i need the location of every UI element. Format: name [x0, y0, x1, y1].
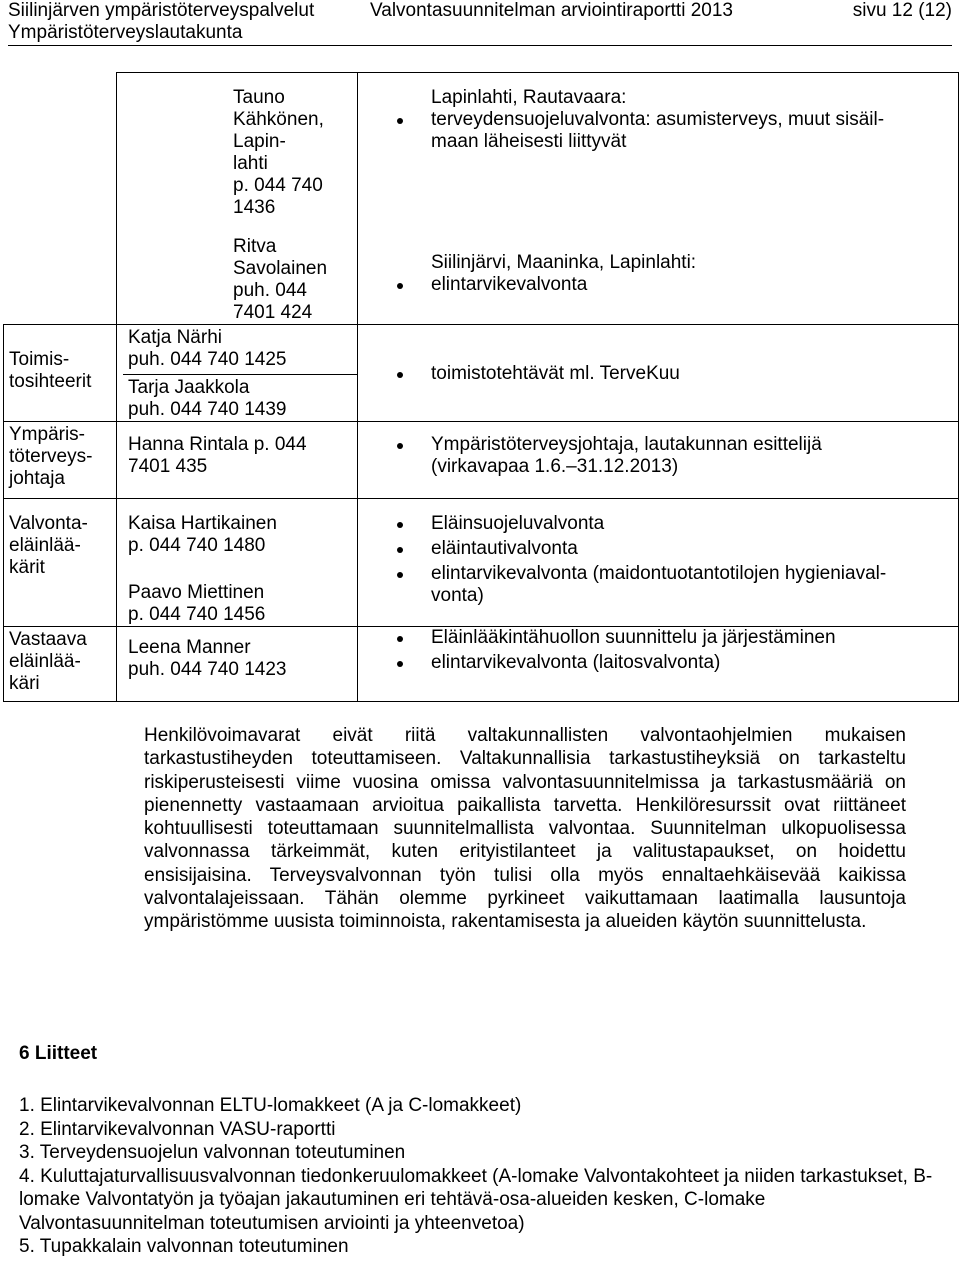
persons-cell [117, 220, 358, 325]
role-cell: Vastaava eläinlää- käri [4, 627, 117, 702]
person-phone: p. 044 740 1456 [128, 604, 266, 625]
list-item: 2. Elintarvikevalvonnan VASU-raportti [19, 1118, 336, 1140]
duties-list [363, 627, 953, 674]
table-row [4, 220, 959, 325]
duties-cell [358, 627, 959, 702]
list-item: elintarvikevalvonta [431, 274, 953, 296]
list-item: 4. Kuluttajaturvallisuusvalvonnan tiedonkeruulomakkeet (A-lomake Valvontakohteet ja niiden tarkastukset, B-lomake Valvontatyön ja työajan jakautuminen eri tehtävä-osa-alueiden kesken, C-lomake Valvontasuunnitelman toteutumisen arviointi ja yhteenvetoa) [19, 1165, 933, 1234]
body-paragraph: Henkilövoimavarat eivät riitä valtakunnallisten valvontaohjelmien mukaisen tarkastustiheyden toteuttamiseen. Valtakunnallisia tarkastustiheyksiä on tarkasteltu riskiperusteisesti viime vuosina omissa valvontasuunnitelmissa ja tarkastusmääriä on pienennetty vastaamaan arvioitua paikallista tarvetta. Henkilöresurssit ovat riittäneet kohtuullisesti toteuttamaan suunnitelmallista valvontaa. Suunnitelman ulkopuolisessa valvonnassa tärkeimmät, kuten erityistilanteet ja valitustapaukset, on hoidettu ensisijaisina. Terveysvalvonnan työn tulisi olla myös ennaltaehkäisevää kaikissa valvontalajeissaan. Tähän olemme pyrkineet vaikuttamaan laatimalla lausuntoja ympäristömme uusista toiminnoista, rakentamisesta ja alueiden käytön suunnittelusta. [144, 725, 906, 933]
bullet-icon [397, 372, 403, 378]
person-name: Hanna Rintala p. 044 [128, 434, 307, 455]
role-cell [4, 220, 117, 325]
duties-list [363, 513, 953, 607]
header-organization: Siilinjärven ympäristöterveyspalvelut [8, 0, 315, 21]
duties-cell [358, 325, 959, 422]
persons-cell [117, 627, 358, 702]
persons-cell [117, 422, 358, 499]
list-item: Eläinlääkintähuollon suunnittelu ja järjestäminen [431, 627, 953, 649]
person-phone: puh. 044 740 1425 [128, 349, 287, 370]
list-item: Eläinsuojeluvalvonta [431, 513, 953, 535]
table-row [4, 73, 959, 220]
bullet-icon [397, 443, 403, 449]
role-cell [4, 73, 117, 220]
list-item: Siilinjärvi, Maaninka, Lapinlahti: [431, 252, 697, 273]
bullet-icon [397, 522, 403, 528]
person-name: Tauno Kähkönen, Lapin- [233, 87, 324, 152]
list-item: Ympäristöterveysjohtaja, lautakunnan esittelijä (virkavapaa 1.6.–31.12.2013) [431, 434, 953, 478]
bullet-icon [397, 572, 403, 578]
header-board: Ympäristöterveyslautakunta [8, 22, 243, 43]
list-item: terveydensuojeluvalvonta: asumisterveys, muut sisäil- maan läheisesti liittyvät [431, 109, 953, 153]
list-item: elintarvikevalvonta (laitosvalvonta) [431, 652, 953, 674]
bullet-icon [397, 283, 403, 289]
person-phone: p. 044 740 1480 [128, 535, 266, 556]
bullet-icon [397, 661, 403, 667]
duties-cell [358, 499, 959, 627]
list-item: 1. Elintarvikevalvonnan ELTU-lomakkeet (A ja C-lomakkeet) [19, 1095, 522, 1116]
duties-list [363, 87, 953, 153]
duties-list [363, 363, 953, 385]
table-row [4, 325, 959, 422]
bullet-icon [397, 636, 403, 642]
person-name: Leena Manner [128, 637, 251, 658]
staff-table [3, 72, 959, 702]
header-document-title: Valvontasuunnitelman arviointiraportti 2013 [370, 0, 733, 21]
bullet-icon [397, 547, 403, 553]
table-row [4, 422, 959, 499]
person-phone: puh. 044 740 1439 [128, 399, 287, 420]
section-heading: 6 Liitteet [19, 1043, 98, 1064]
person-phone: p. 044 740 1436 [233, 175, 323, 218]
table-row [4, 499, 959, 627]
table-row [4, 627, 959, 702]
person-name: Katja Närhi [128, 327, 222, 348]
person-phone: puh. 044 740 1423 [128, 659, 287, 680]
persons-cell [117, 499, 358, 627]
role-cell: Valvonta- eläinlää- kärit [4, 499, 117, 627]
person-name: Ritva Savolainen [233, 236, 328, 279]
person-name: Tarja Jaakkola [128, 377, 250, 398]
person-name: Paavo Miettinen [128, 582, 265, 603]
list-item: Lapinlahti, Rautavaara: [431, 87, 627, 108]
list-item: toimistotehtävät ml. TerveKuu [431, 363, 953, 385]
role-cell: Ympäris- töterveys- johtaja [4, 422, 117, 499]
list-item: 3. Terveydensuojelun valvonnan toteutuminen [19, 1142, 406, 1163]
list-item: 5. Tupakkalain valvonnan toteutuminen [19, 1236, 349, 1257]
attachments-list [19, 1094, 941, 1259]
duties-cell [358, 422, 959, 499]
list-item: eläintautivalvonta [431, 538, 953, 560]
bullet-icon [397, 118, 403, 124]
person-phone: 7401 435 [128, 456, 208, 477]
duties-list [363, 434, 953, 478]
person-phone: puh. 044 7401 424 [233, 280, 313, 323]
list-item: elintarvikevalvonta (maidontuotantotilojen hygieniaval- vonta) [431, 563, 953, 607]
role-cell: Toimis- tosihteerit [4, 325, 117, 422]
duties-cell [358, 73, 959, 220]
duties-cell [358, 220, 959, 325]
person-name: Kaisa Hartikainen [128, 513, 277, 534]
header-page-number: sivu 12 (12) [852, 0, 952, 21]
duties-list [363, 252, 953, 296]
persons-cell [117, 325, 358, 422]
persons-cell [117, 73, 358, 220]
page-header [8, 0, 952, 46]
person-name: lahti [233, 153, 268, 174]
